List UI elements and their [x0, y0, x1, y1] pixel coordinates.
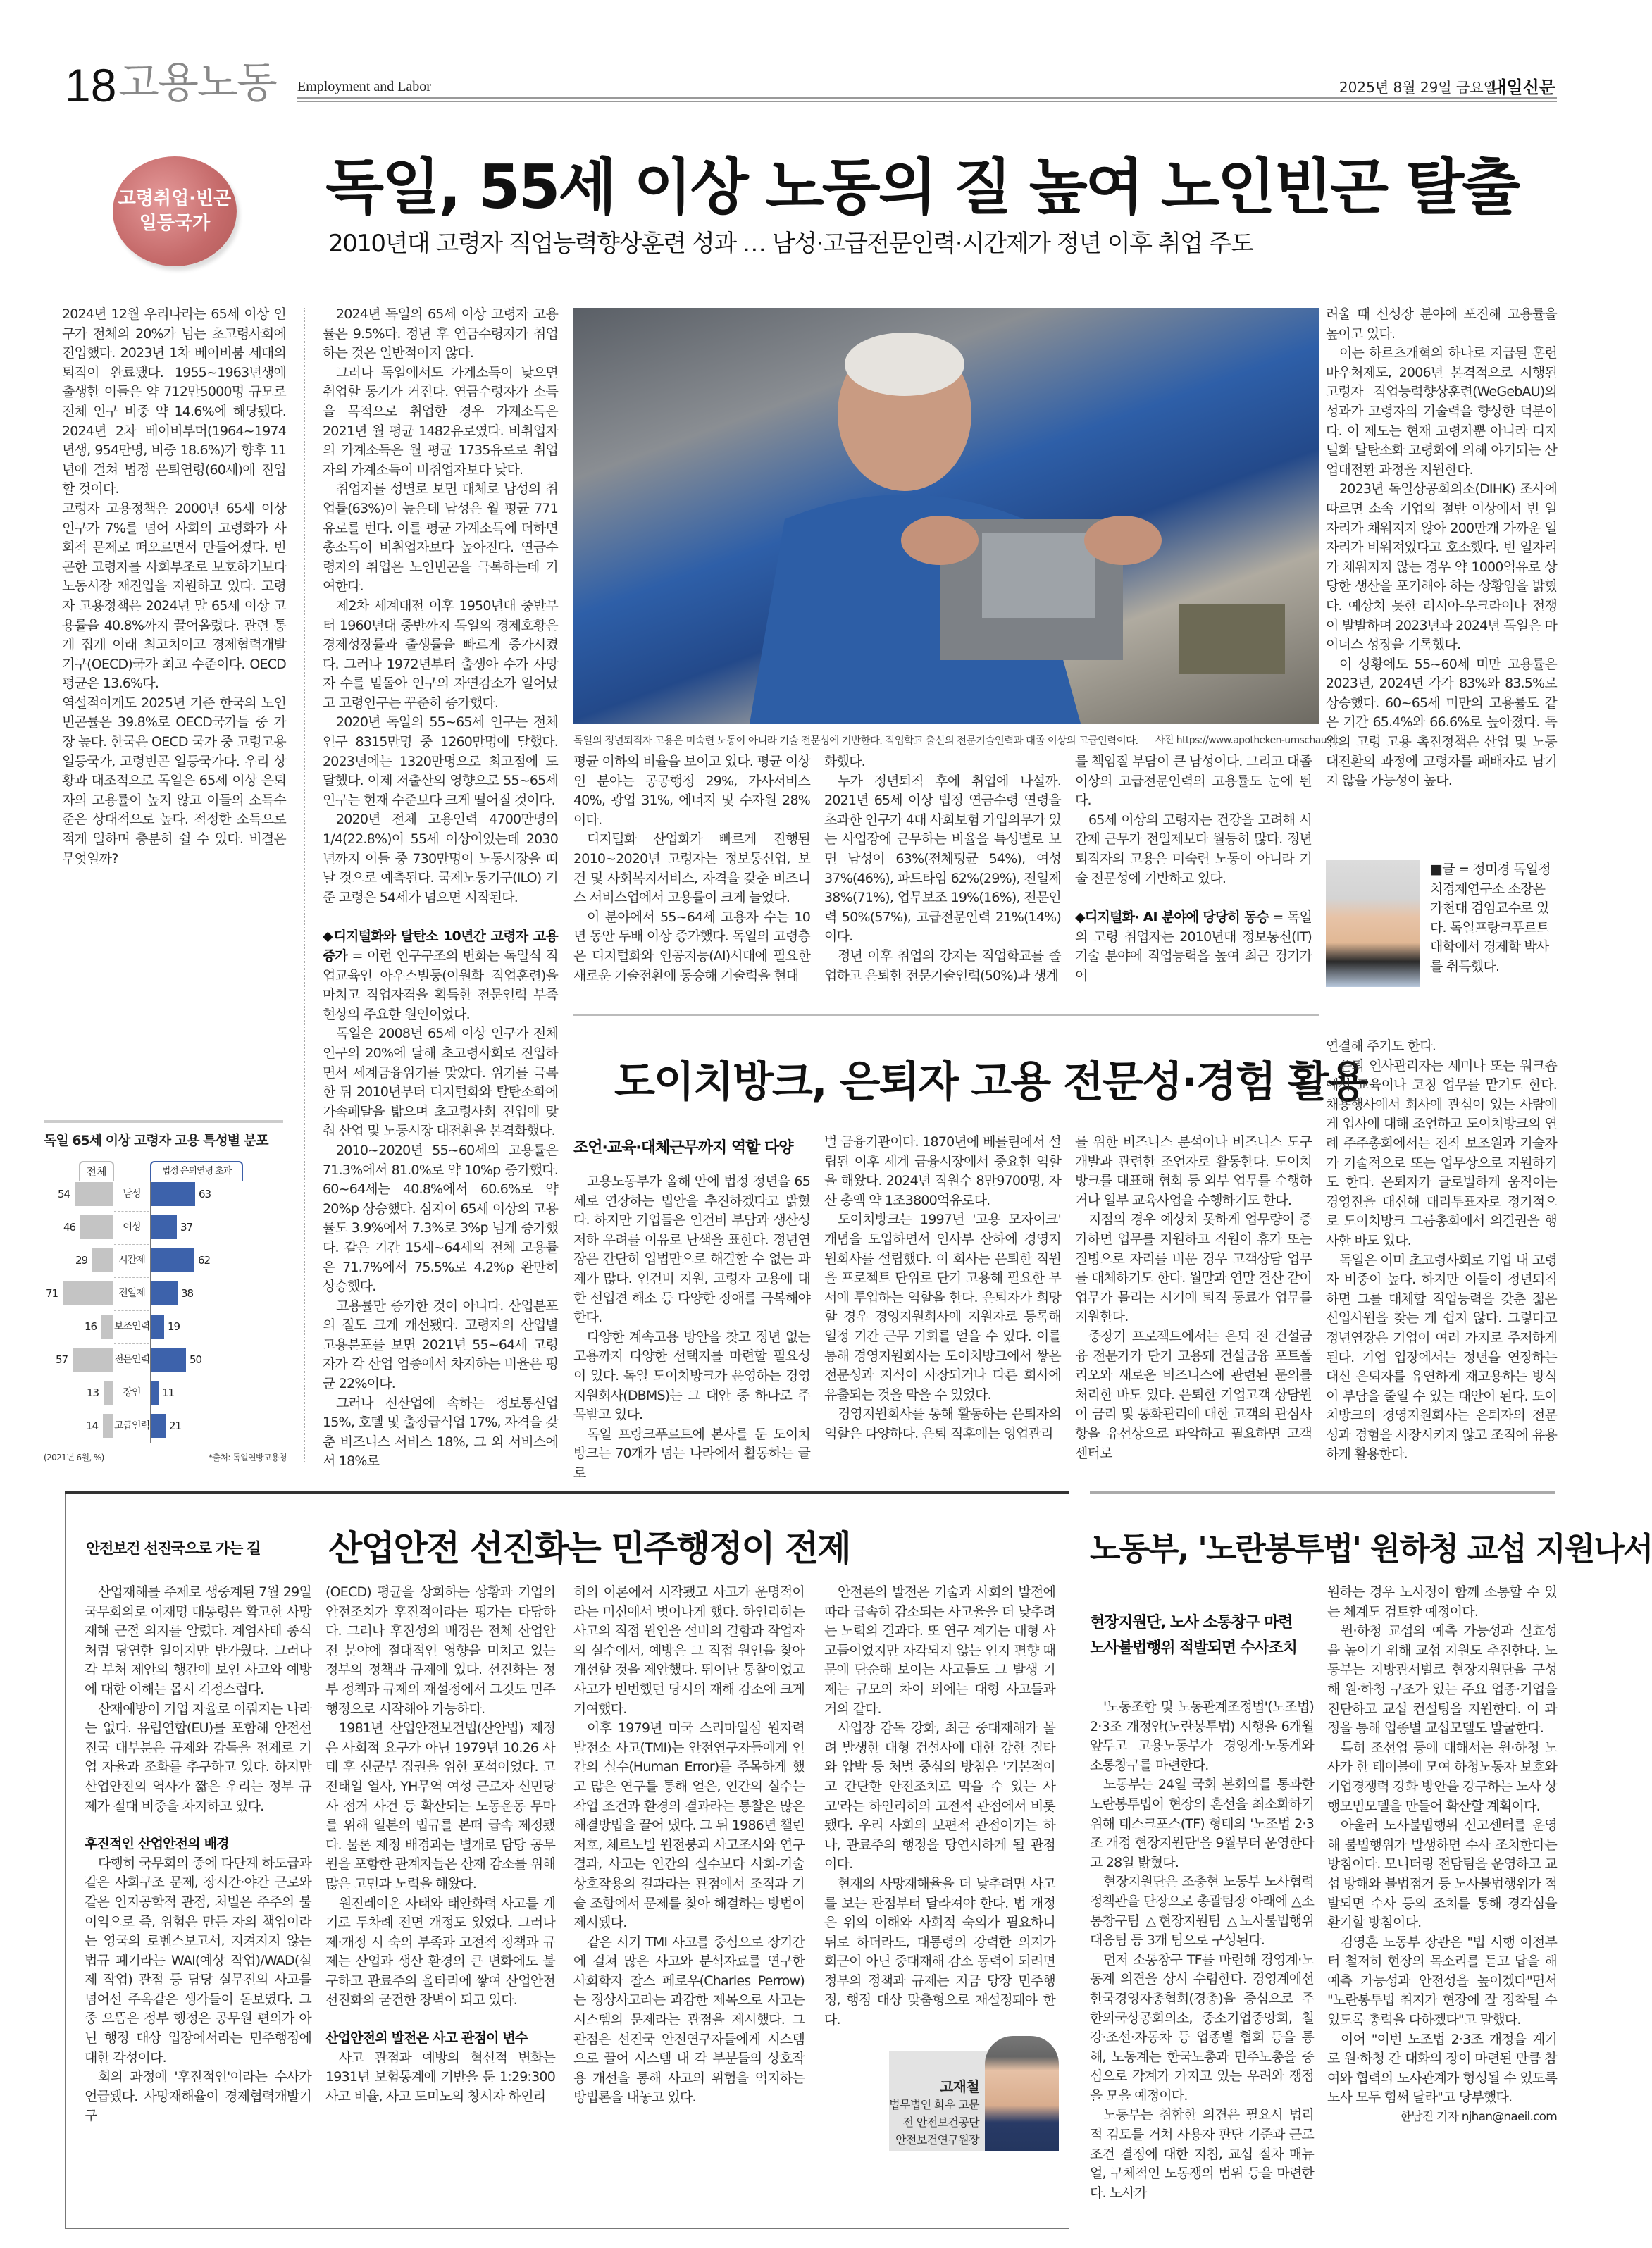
value-label-over-retirement-age: 63	[199, 1188, 211, 1200]
chart-source: *출처: 독일연방고용청	[209, 1453, 287, 1463]
value-label-total: 57	[56, 1353, 68, 1366]
paragraph: 독일은 이미 초고령사회로 기업 내 고령자 비중이 높다. 하지만 이들이 정년퇴직하면 그를 대체할 직업능력을 갖춘 젊은 신입사원을 찾는 게 쉽지 않다. 그렇다고 정년연장은 기업이 여러 가지로 주저하게 된다. 기업 입장에서는 정년을 연장하는 대신 은퇴자를 유연하게 재고용하는 방식이 부담을 줄일 수 있는 대안이 된다. 도이치방크의 경영지원회사는 은퇴자의 전문성과 경험을 사장시키지 않고 조직에 유용하게 활용한다.	[1326, 1252, 1557, 1463]
article-column	[323, 305, 558, 1470]
page-number: 18	[65, 59, 117, 111]
paragraph: 히의 이론에서 시작됐고 사고가 운명적이라는 미신에서 벗어나게 했다. 하인리히는 사고의 직접 원인을 설비의 결함과 작업자의 실수에서, 예방은 그 직접 원인을 찾아 개선할 것을 제안했다. 뛰어난 통찰이었고 사고가 빈번했던 당시의 재해 감소에 크게 기여했다.	[573, 1584, 805, 1717]
photo-credit: 사진 https://www.apotheken-umschau.de	[1155, 735, 1341, 746]
category-label: 보조인력	[114, 1321, 150, 1332]
article-column	[1327, 1583, 1557, 2231]
bar-total	[63, 1281, 113, 1305]
paragraph: 원진레이온 사태와 태안화력 사고를 계기로 두차례 전면 개정도 있었다. 그러나 제·개정 시 숙의 부족과 고전적 정책과 규제는 산업과 생산 환경의 큰 변화에도 불구하고 관료주의 울타리에 쌓여 산업안전 선진화의 굳건한 장벽이 되고 있다.	[325, 1895, 555, 2008]
bar-over-retirement-age	[151, 1381, 159, 1405]
lead-paragraph	[323, 927, 558, 1024]
section-title: 고용노동	[118, 58, 276, 108]
category-label: 시간제	[118, 1255, 145, 1266]
news-subhead-line1: 현장지원단, 노사 소통창구 마련	[1090, 1614, 1293, 1632]
category-label: 고급인력	[114, 1420, 150, 1432]
paragraph: 이어 "이번 노조법 2·3조 개정을 계기로 원·하청 간 대화의 장이 마련된 만큼 참여와 협력의 노사관계가 형성될 수 있도록 노사 모두 힘써 달라"고 당부했다.	[1327, 2031, 1557, 2106]
photo-caption: 독일의 정년퇴직자 고용은 미숙련 노동이 아니라 기술 전문성에 기반한다. 직업학교 출신의 전문기술인력과 대졸 이상의 고급인력이다.	[573, 735, 1138, 747]
row-separator	[114, 1244, 149, 1245]
bar-over-retirement-age	[151, 1315, 164, 1339]
paragraph: 2024년 독일의 65세 이상 고령자 고용률은 9.5%다. 정년 후 연금수령자가 취업하는 것은 일반적이지 않다.	[323, 306, 558, 361]
paragraph: 평균 이하의 비율을 보이고 있다. 평균 이상인 분야는 공공행정 29%, 가사서비스 40%, 광업 31%, 에너지 및 수자원 28%이다.	[573, 754, 810, 828]
paragraph: 노동부는 24일 국회 본회의를 통과한 노란봉투법이 현장의 혼선을 최소화하기 위해 태스크포스(TF) 형태의 '노조법 2·3조 개정 현장지원단'을 9월부터 운영한다고 28일 밝혔다.	[1090, 1777, 1314, 1870]
paragraph: 현재의 사망재해율을 더 낮추려면 사고를 보는 관점부터 달라져야 한다. 법 개정은 위의 이해와 사회적 숙의가 필요하니 뒤로 하더라도, 대통령의 강력한 의지가 회근이 아닌 중대재해 감소 동력이 되려면 정부의 정책과 규제는 지금 당장 민주행정, 행정 대상 맞춤형으로 재설정돼야 한다.	[824, 1875, 1055, 2028]
paragraph: 연결해 주기도 한다.	[1326, 1038, 1436, 1054]
paragraph: 원·하청 교섭의 예측 가능성과 실효성을 높이기 위해 교섭 지원도 추진한다. 노동부는 지방관서별로 현장지원단을 구성해 원·하청 구조가 있는 주요 업종·기업을 진단하고 교섭 컨설팅을 지원한다. 이 과정을 통해 업종별 교섭모델도 발굴한다.	[1327, 1623, 1557, 1737]
paragraph: 지점의 경우 예상치 못하게 업무량이 증가하면 업무를 지원하고 직원이 휴가 또는 질병으로 자리를 비운 경우 고객상담 업무를 대체하기도 한다. 월말과 연말 결산 같이 업무가 몰리는 시기에 퇴직 동료가 업무를 지원한다.	[1075, 1212, 1312, 1325]
category-label: 전일제	[118, 1288, 145, 1299]
paragraph: 특히 조선업 등에 대해서는 원·하청 노사가 한 테이블에 모여 하청노동자 보호와 기업경쟁력 강화 방안을 강구하는 노사 상행모범모델을 만들어 확산할 계획이다.	[1327, 1739, 1557, 1814]
series-badge-line1: 고령취업·빈곤	[118, 187, 232, 209]
paragraph: 이 상황에도 55~60세 미만 고용률은 2023년, 2024년 각각 83%와 83.5%로 상승했다. 60~65세 미만의 고용률도 같은 기간 65.4%와 66.6%로 높아졌다. 독일의 고령 고용 촉진정책은 산업 및 노동 대전환의 과정에 고령자를 패배자로 남기지 않을 가능성이 높다.	[1326, 656, 1557, 789]
paragraph: 이는 하르츠개혁의 하나로 지급된 훈련바우처제도, 2006년 본격적으로 시행된 고령자 직업능력향상훈련(WeGebAU)의 성과가 고령자의 기술력을 향상한 덕분이다. 이 제도는 현재 고령자뿐 아니라 디지털화 탈탄소화 고령화에 의해 야기되는 산업대전환 과정을 지원한다.	[1326, 345, 1557, 478]
value-label-over-retirement-age: 62	[198, 1254, 211, 1267]
category-label: 남성	[123, 1188, 141, 1200]
paragraph: 안전론의 발전은 기술과 사회의 발전에 따라 급속히 감소되는 사고율을 더 낮추려는 노력의 결과다. 또 연구 계기는 대형 사고들이었지만 자각되지 않는 인지 편향 때문에 단순해 보이는 사고들도 그 발생 기제는 규모의 차이 외에는 대형 사고들과 거의 같다.	[824, 1584, 1055, 1717]
author-bio: ■글 = 정미경 독일정치경제연구소 소장은 가천대 겸임교수로 있다. 독일프랑크푸르트 대학에서 경제학 박사를 취득했다.	[1430, 862, 1551, 974]
employment-distribution-chart	[44, 1120, 287, 1465]
paragraph: 벌 금융기관이다. 1870년에 베를린에서 설립된 이후 세계 금융시장에서 중요한 역할을 해왔다. 2024년 직원수 8만9700명, 자산 총액 약 1조3800억유로다.	[824, 1134, 1061, 1208]
paragraph: 사업장 감독 강화, 최근 중대재해가 몰려 발생한 대형 건설사에 대한 강한 질타와 압박 등 처벌 중심의 방침은 '기본적이고 간단한 안전조치로 막을 수 있는 사고'라는 하인리히의 고전적 관점에서 비롯됐다. 우리 사회의 보편적 관점이기는 하나, 관료주의 행정을 당연시하게 될 관점이다.	[824, 1720, 1055, 1873]
chart-top-rule	[44, 1120, 283, 1123]
paragraph: 이 분야에서 55~64세 고용자 수는 10년 동안 두배 이상 증가했다. 독일의 고령층은 디지털화와 인공지능(AI)시대에 필요한 새로운 기술전환에 동승해 기술력을 현대	[573, 909, 810, 983]
paragraph: 먼저 소통창구 TF를 마련해 경영계·노동계 의견을 상시 수렴한다. 경영계에선 한국경영자총협회(경총)을 중심으로 주한외국상공회의소, 중소기업중앙회, 철강·조선·자동차 등 업종별 협회 등을 통해, 노동계는 한국노총과 민주노총을 중심으로 각계가 가지고 있는 우려와 쟁점을 모을 예정이다.	[1090, 1951, 1314, 2104]
bar-total	[75, 1182, 113, 1206]
bar-over-retirement-age	[151, 1281, 178, 1305]
lead-paragraph	[1075, 908, 1312, 986]
article-column	[824, 752, 1061, 995]
opinion-headline: 산업안전 선진화는 민주행정이 전제	[328, 1528, 850, 1569]
bar-over-retirement-age	[151, 1215, 177, 1239]
paragraph: 그러나 독일에서도 가계소득이 낮으면 취업할 동기가 커진다. 연금수령자가 소득을 목적으로 취업한 경우 가계소득은 2021년 월 평균 1482유로였다. 비취업자의 가계소득은 월 평균 1735유로로 취업자의 가계소득이 비취업자보다 낮다.	[323, 364, 558, 478]
db-headline: 도이치방크, 은퇴자 고용 전문성·경험 활용	[614, 1057, 1367, 1107]
news-headline: 노동부, '노란봉투법' 원하청 교섭 지원나서	[1090, 1530, 1652, 1567]
article-column	[573, 752, 810, 995]
value-label-total: 16	[85, 1320, 97, 1333]
chart-title: 독일 65세 이상 고령자 고용 특성별 분포	[44, 1133, 268, 1148]
paragraph: 65세 이상의 고령자는 건강을 고려해 시간제 근무가 전일제보다 월등히 많다. 정년퇴직자의 고용은 미숙련 노동이 아니라 기술 전문성에 기반하고 있다.	[1075, 812, 1312, 886]
paragraph: 다양한 계속고용 방안을 찾고 정년 없는 고용까지 다양한 선택지를 마련할 필요성이 있다. 독일 도이치방크가 운영하는 경영지원회사(DBMS)는 그 대안 중 하나로 주목받고 있다.	[573, 1329, 810, 1423]
value-label-over-retirement-age: 38	[181, 1287, 194, 1300]
paragraph: 2020년 독일의 55~65세 인구는 전체 인구 8315만명 중 1260만명에 달했다. 2023년에는 1320만명으로 최고점에 도달했다. 이제 저출산의 영향으로 55~65세 인구는 현재 수준보다 크게 떨어질 것이다.	[323, 714, 558, 808]
inline-subhead: ◆디지털화· AI 분야에 당당히 동승	[1075, 909, 1269, 926]
paragraph: 아울러 노사불법행위 신고센터를 운영해 불법행위가 발생하면 수사 조치한다는 방침이다. 모니터링 전담팀을 운영하고 교섭 방해와 불법점거 등 노사불법행위가 적발되면 수사 등의 조치를 통해 경각심을 환기할 방침이다.	[1327, 1818, 1557, 1931]
paragraph: 이후 1979년 미국 스리마일섬 원자력 발전소 사고(TMI)는 안전연구자들에게 인간의 실수(Human Error)를 주목하게 했고 많은 연구를 통해 얻은, 인간의 실수는 작업 조건과 환경의 결과라는 통찰은 많은 해결방법을 끌어 냈다. 그 뒤 1986년 챌린저호, 체르노빌 원전붕괴 사고조사와 연구결과, 사고는 인간의 실수보다 사회-기술 상호작용의 결과라는 관점에서 조직과 기술 조합에서 문제를 찾아 해결하는 방법이 제시됐다.	[573, 1720, 805, 1931]
section-subhead: 후진적인 산업안전의 배경	[85, 1836, 229, 1852]
value-label-over-retirement-age: 50	[190, 1353, 202, 1366]
series-badge	[113, 156, 237, 266]
paragraph: '노동조합 및 노동관계조정법'(노조법) 2·3조 개정안(노란봉투법) 시행을 6개월 앞두고 고용노동부가 경영계·노동계와 소통창구를 마련한다.	[1090, 1699, 1314, 1773]
article-column	[824, 1583, 1055, 2034]
bar-total	[101, 1315, 113, 1339]
paragraph: 제2차 세계대전 이후 1950년대 중반부터 1960년대 중반까지 독일의 경제호황은 경제성장률과 출생률을 빠르게 증가시켰다. 그러나 1972년부터 출생아 수가 사망자 수를 밑돌아 인구의 자연감소가 일어났고 고령인구는 꾸준히 증가했다.	[323, 597, 558, 711]
paragraph: 같은 시기 TMI 사고를 중심으로 장기간에 걸쳐 많은 사고와 분석자료를 연구한 사회학자 찰스 페로우(Charles Perrow)는 정상사고라는 과감한 제목으로 사고는 시스템의 문제라는 관점을 제시했다. 그 관점은 선진국 안전연구자들에게 시스템으로 끌어 시스템 내 각 부분들의 상호작용 개선을 통해 사고의 위험을 억지하는 방법론을 내놓고 있다.	[573, 1934, 805, 2106]
paragraph: 도이치방크는 1997년 '고용 모자이크' 개념을 도입하면서 인사부 산하에 경영지원회사를 설립했다. 이 회사는 은퇴한 직원을 프로젝트 단위로 단기 고용해 필요한 부서에 투입하는 역할을 한다. 은퇴자가 희망할 경우 경영지원회사에 지원자로 등록해 일정 기간 근무 기회를 얻을 수 있다. 이를 통해 경영지원회사는 도이치방크에서 쌓은 전문성과 지식이 사장되거나 다른 회사에 유출되는 것을 막을 수 있었다.	[824, 1212, 1061, 1403]
legend-over-retirement-age: 법정 은퇴연령 초과	[150, 1161, 243, 1181]
paragraph: 산재예방이 기업 자율로 이뤄지는 나라는 없다. 유럽연합(EU)를 포함해 안전선진국 대부분은 규제와 감독을 전제로 기업 자율과 조화를 추구하고 있다. 하지만 산업안전의 역사가 짧은 우리는 정부 규제가 절대 비중을 차지하고 있다.	[85, 1701, 311, 1814]
article-column	[824, 1133, 1061, 1464]
article-column	[1090, 1698, 1314, 2219]
value-label-total: 13	[87, 1386, 99, 1399]
article-column	[85, 1583, 311, 2217]
author-title: 안전보건연구원장	[895, 2133, 979, 2147]
value-label-total: 54	[58, 1188, 70, 1200]
article-column	[1326, 1037, 1557, 1464]
article-column	[1075, 1133, 1312, 1464]
paragraph: 산업재해를 주제로 생중계된 7월 29일 국무회의로 이재명 대통령은 확고한 사망재해 근절 의지를 알렸다. 계엄사태 종식처럼 당연한 일이지만 반가웠다. 그러나 각 부처 제안의 행간에 보인 사고와 예방에 대한 이해는 몹시 걱정스럽다.	[85, 1584, 311, 1697]
article-column	[573, 1583, 805, 2217]
bar-over-retirement-age	[151, 1182, 195, 1206]
paragraph: 독일 프랑크푸르트에 본사를 둔 도이치방크는 70개가 넘는 나라에서 활동하는 글로	[573, 1426, 810, 1481]
bar-total	[104, 1381, 113, 1405]
bar-total	[73, 1348, 113, 1372]
legend-total: 전체	[79, 1161, 114, 1181]
paragraph-text: = 독일의 고령 취업자는 2010년대 정보통신(IT) 기술 분야에 직업능력을 높여 최근 경기가 어	[1075, 909, 1312, 983]
author-name: 고재철	[939, 2078, 979, 2095]
paragraph: 독일은 2008년 65세 이상 인구가 전체 인구의 20%에 달해 초고령사회로 진입하면서 세계금융위기를 맞았다. 위기를 극복한 뒤 2010년부터 디지털화와 탈탄소화에 가속페달을 밟으며 초고령사회 진입에 맞춰 산업 및 노동시장 대전환을 본격화했다.	[323, 1026, 558, 1139]
paragraph: 2020년 전체 고용인력 4700만명의 1/4(22.8%)이 55세 이상이었는데 2030년까지 이들 중 730만명이 노동시장을 떠날 것으로 예측된다. 국제노동기구(ILO) 기준 고령은 54세가 넘으면 시작된다.	[323, 812, 558, 905]
paragraph: 1981년 산업안전보건법(산안법) 제정은 사회적 요구가 아닌 1979년 10.26 사태 후 신군부 집권을 위한 포석이었다. 고 전태일 열사, YH무역 여성 근로자 신민당사 점거 사건 등 확산되는 노동운동 무마를 위해 일본의 법규를 본떠 급속 제정됐다. 물론 제정 배경과는 별개로 담당 공무원을 포함한 관계자들은 산재 감소를 위해 많은 고민과 노력을 해왔다.	[325, 1720, 555, 1892]
paragraph: 2010~2020년 55~60세의 고용률은 71.3%에서 81.0%로 약 10%p 증가했다. 60~64세는 40.8%에서 60.6%로 약 20%p 상승했다. 심지어 65세 이상의 고용률도 3.9%에서 7.3%로 3%p 넘게 증가했다. 같은 기간 15세~64세의 전체 고용률은 71.7%에서 75.5%로 4.2%p 완만히 상승했다.	[323, 1142, 558, 1295]
bar-over-retirement-age	[151, 1248, 194, 1272]
news-subhead-line2: 노사불법행위 적발되면 수사조치	[1090, 1639, 1297, 1657]
paragraph: 정년 이후 취업의 강자는 직업학교를 졸업하고 은퇴한 전문기술인력(50%)과 생계	[824, 948, 1061, 983]
chart-note: (2021년 6월, %)	[44, 1453, 104, 1463]
issue-date: 2025년 8월 29일 금요일	[1339, 79, 1497, 96]
paragraph: 고령자 고용정책은 2000년 65세 이상 인구가 7%를 넘어 사회의 고령화가 사회적 문제로 떠오르면서 만들어졌다. 빈곤한 고령자를 사회부조로 보호하기보다 노동시장 재진입을 지원하고 있다. 고령자 고용정책은 2024년 말 65세 이상 고용률을 40.8%까지 끌어올렸다. 관련 통계 집계 이래 최고치이고 경제협력개발기구(OECD)국가 최고 수준이다. OECD 평균은 13.6%다.	[62, 500, 286, 692]
author-title: 법무법인 화우 고문	[889, 2098, 979, 2111]
value-label-over-retirement-age: 21	[169, 1420, 182, 1432]
paragraph: 를 책임질 부담이 큰 남성이다. 그리고 대졸 이상의 고급전문인력의 고용률도 눈에 띈다.	[1075, 754, 1312, 809]
row-separator	[114, 1277, 149, 1278]
paragraph: 취업자를 성별로 보면 대체로 남성의 취업률(63%)이 높은데 남성은 월 평균 771유로를 번다. 이를 평균 가계소득에 더하면 총소득이 비취업자보다 높아진다. 연금수령자의 취업은 노인빈곤을 극복하는데 기여한다.	[323, 481, 558, 595]
photo-illustration	[573, 308, 1319, 724]
inline-subhead: ◆디지털화와 탈탄소 10년간 고령자 고용증가	[323, 929, 558, 964]
author-title: 전 안전보건공단	[902, 2116, 979, 2129]
paragraph: 누가 정년퇴직 후에 취업에 나설까. 2021년 65세 이상 법정 연금수령 연령을 초과한 인구가 4대 사회보험 가입의무가 있는 사업장에 근무하는 비율을 특성별로 보면 남성이 63%(전체평균 54%), 여성 37%(46%), 파트타임 62%(29%), 전일제 38%(71%), 업무보조 19%(16%), 전문인력 50%(57%), 고급전문인력 21%(14%)이다.	[824, 773, 1061, 945]
reporter-byline: 한남진 기자 njhan@naeil.com	[1400, 2110, 1557, 2125]
section-rule	[1090, 1491, 1555, 1494]
value-label-over-retirement-age: 37	[180, 1221, 193, 1234]
paragraph: 고용노동부가 올해 안에 법정 정년을 65세로 연장하는 법안을 추진하겠다고 밝혔다. 하지만 기업들은 인건비 부담과 생산성 저하 우려를 이유로 난색을 표한다. 정년연장은 간단히 입법만으로 해결할 수 없는 과제가 많다. 인건비 지원, 고령자 고용에 대한 선입견 해소 등 다양한 장애를 극복해야 한다.	[573, 1174, 810, 1326]
article-column	[1075, 752, 1312, 1006]
series-badge-line2: 일등국가	[139, 213, 211, 234]
value-label-total: 71	[46, 1287, 58, 1300]
series-kicker: 안전보건 선진국으로 가는 길	[86, 1540, 261, 1557]
main-subhead: 2010년대 고령자 직업능력향상훈련 성과 … 남성·고급전문인력·시간제가 정년 이후 취업 주도	[328, 230, 1253, 258]
section-divider	[573, 1014, 1319, 1016]
paragraph: 은퇴 인사관리자는 세미나 또는 워크숍에서 교육이나 코칭 업무를 맡기도 한다. 채용행사에서 회사에 관심이 있는 사람에게 입사에 대해 조언하고 도이치방크의 연례 주주총회에서는 전직 보조원과 기술자가 기술적으로 또는 업무상으로 지원하기도 한다. 은퇴자가 글로벌하게 움직이는 경영진을 대신해 대리투표자로 정기적으로 도이치방크 그룹총회에서 의결권을 행사한 바도 있다.	[1326, 1057, 1557, 1248]
db-subhead: 조언·교육·대체근무까지 역할 다양	[573, 1139, 793, 1157]
value-label-total: 46	[63, 1221, 76, 1234]
column-divider	[304, 308, 305, 1463]
paragraph: 2024년 12월 우리나라는 65세 이상 인구가 전체의 20%가 넘는 초고령사회에 진입했다. 2023년 1차 베이비붐 세대의 퇴직이 완료됐다. 1955~1963년생에 출생한 이들은 약 712만5000명 규모로 전체 인구 비중 약 14.6%에 해당됐다. 2024년 2차 베이비부머(1964~1974년생, 954만명, 비중 18.6%)가 향후 11년에 걸쳐 법정 은퇴연령(60세)에 진입할 것이다.	[62, 306, 286, 497]
paragraph: 다행히 국무회의 중에 다단계 하도급과 같은 사회구조 문제, 장시간·야간 근로와 같은 인지공학적 관점, 처벌은 주주의 불이익으로 즉, 위험은 만든 자의 책임이라는 영국의 로벤스보고서, 지켜지지 않는 법규 폐기라는 WAI(예상 작업)/WAD(실제 작업) 관점 등 담당 실무진의 사고를 넘어선 주옥같은 생각들이 돋보였다. 그중 으뜸은 정부 행정은 공무원 편의가 아닌 행정 대상 입장에서라는 민주행정에 대한 각성이다.	[85, 1855, 311, 2066]
section-title-english: Employment and Labor	[297, 79, 431, 94]
category-label: 여성	[123, 1222, 141, 1233]
bar-over-retirement-age	[151, 1414, 166, 1438]
paragraph: 김영훈 노동부 장관은 "법 시행 이전부터 철저히 현장의 목소리를 듣고 답을 해 예측 가능성과 안전성을 높이겠다"면서 "노란봉투법 취지가 현장에 잘 정착될 수 있도록 총력을 다하겠다"고 말했다.	[1327, 1934, 1557, 2028]
paragraph: 고용률만 증가한 것이 아니다. 산업분포의 질도 크게 개선됐다. 고령자의 산업별 고용분포를 보면 2021년 55~64세 고령자가 각 산업 업종에서 차지하는 비율은 평균 22%이다.	[323, 1298, 558, 1392]
category-label: 전문인력	[114, 1354, 150, 1365]
author-info	[838, 2078, 979, 2149]
category-label: 장인	[123, 1387, 141, 1398]
paragraph: 중장기 프로젝트에서는 은퇴 전 건설금융 전문가가 단기 고용돼 건설금융 포트폴리오와 새로운 비즈니스에 관련된 문의를 처리한 바도 있다. 은퇴한 기업고객 상담원이 금리 및 통화관리에 대한 고객의 관심사항을 유선상으로 파악하고 필요하면 고객센터로	[1075, 1328, 1312, 1461]
value-label-total: 14	[86, 1420, 99, 1432]
article-column	[62, 305, 286, 867]
bar-total	[103, 1414, 113, 1438]
header-rule	[297, 97, 1557, 102]
bar-total	[80, 1215, 113, 1239]
paragraph: 2023년 독일상공회의소(DIHK) 조사에 따르면 소속 기업의 절반 이상에서 빈 일자리가 채워지지 않아 200만개 가까운 일자리가 비워져있다고 호소했다. 빈 일자리가 채워지지 않는 경우 약 1000억유로 상당한 생산을 포기해야 하는 상황임을 밝혔다. 예상치 못한 러시아-우크라이나 전쟁이 발발하며 2023년과 2024년 독일은 마이너스 성장을 기록했다.	[1326, 481, 1557, 653]
paragraph: 화했다.	[824, 754, 865, 769]
paragraph-text: = 이런 인구구조의 변화는 독일식 직업교육인 아우스빌둥(이원화 직업훈련)을 마치고 직업자격을 획득한 전문인력 부족 현상의 주요한 원인이었다.	[323, 948, 558, 1022]
paragraph: 를 위한 비즈니스 분석이나 비즈니스 도구 개발과 관련한 조언자로 활동한다. 도이치방크를 대표해 협회 등 외부 업무를 수행하거나 일부 교육사업을 수행하기도 한다.	[1075, 1134, 1312, 1208]
row-separator	[114, 1310, 149, 1311]
paragraph: 디지털화 산업화가 빠르게 진행된 2010~2020년 고령자는 정보통신업, 보건 및 사회복지서비스, 자격을 갖춘 비즈니스 서비스업에서 고용률이 크게 늘었다.	[573, 831, 810, 906]
paragraph: 경영지원회사를 통해 활동하는 은퇴자의 역할은 다양하다. 은퇴 직후에는 영업관리	[824, 1406, 1061, 1441]
news-subhead	[1090, 1610, 1315, 1661]
row-separator	[114, 1343, 149, 1344]
main-headline: 독일, 55세 이상 노동의 질 높여 노인빈곤 탈출	[325, 152, 1519, 223]
article-column	[573, 1172, 810, 1481]
article-photo-worker	[573, 308, 1319, 724]
value-label-over-retirement-age: 11	[162, 1386, 175, 1399]
paragraph: 그러나 신산업에 속하는 정보통신업 15%, 호텔 및 출장급식업 17%, 자격을 갖춘 비즈니스 서비스 18%, 그 외 서비스에서 18%로	[323, 1395, 558, 1470]
newspaper-name: 내일신문	[1490, 77, 1555, 97]
paragraph: 역설적이게도 2025년 기준 한국의 노인빈곤률은 39.8%로 OECD국가들 중 가장 높다. 한국은 OECD 국가 중 고령고용 일등국가, 고령빈곤 일등국가다. 우리 상황과 대조적으로 독일은 65세 이상 은퇴자의 고용률이 높지 않고 이들의 소득수준은 상대적으로 높다. 적정한 소득으로 적게 일하며 충분히 쉴 수 있다. 비결은 무엇일까?	[62, 695, 286, 867]
article-column	[1326, 305, 1557, 840]
row-separator	[114, 1211, 149, 1212]
paragraph: 노동부는 취합한 의견은 필요시 법리적 검토를 거쳐 사용자 판단 기준과 근로조건 결정에 대한 지침, 교섭 절차 매뉴얼, 구체적인 노동쟁의 범위 등을 마련한다. 노사가	[1090, 2107, 1314, 2201]
paragraph: 려울 때 신성장 분야에 포진해 고용률을 높이고 있다.	[1326, 306, 1557, 342]
article-column	[325, 1583, 555, 2217]
paragraph: 사고 관점과 예방의 혁신적 변화는 1931년 보험통계에 기반을 둔 1:29:300 사고 비율, 사고 도미노의 창시자 하인리	[325, 2049, 555, 2104]
author-photo	[1326, 860, 1420, 987]
paragraph: 현장지원단은 조충현 노동부 노사협력정책관을 단장으로 총괄팀장 아래에 △소통창구팀 △현장지원팀 △노사불법행위대응팀 등 3개 팀으로 구성된다.	[1090, 1874, 1314, 1949]
paragraph: 회의 과정에 '후진적인'이라는 수사가 언급됐다. 사망재해율이 경제협력개발기구	[85, 2069, 311, 2124]
author-photo	[985, 2036, 1059, 2151]
value-label-total: 29	[75, 1254, 88, 1267]
bar-over-retirement-age	[151, 1348, 186, 1372]
paragraph: 원하는 경우 노사정이 함께 소통할 수 있는 체계도 검토할 예정이다.	[1327, 1584, 1557, 1620]
paragraph: (OECD) 평균을 상회하는 상황과 기업의 안전조치가 후진적이라는 평가는 타당하다. 그러나 후진성의 배경은 전체 산업안전 분야에 절대적인 영향을 미치고 있는 정부의 정책과 규제에 있다. 선진화는 정부 정책과 규제의 재설정에서 그것도 민주행정으로 시작해야 가능하다.	[325, 1584, 555, 1717]
section-subhead: 산업안전의 발전은 사고 관점이 변수	[325, 2030, 528, 2047]
bar-total	[92, 1248, 113, 1272]
value-label-over-retirement-age: 19	[168, 1320, 180, 1333]
